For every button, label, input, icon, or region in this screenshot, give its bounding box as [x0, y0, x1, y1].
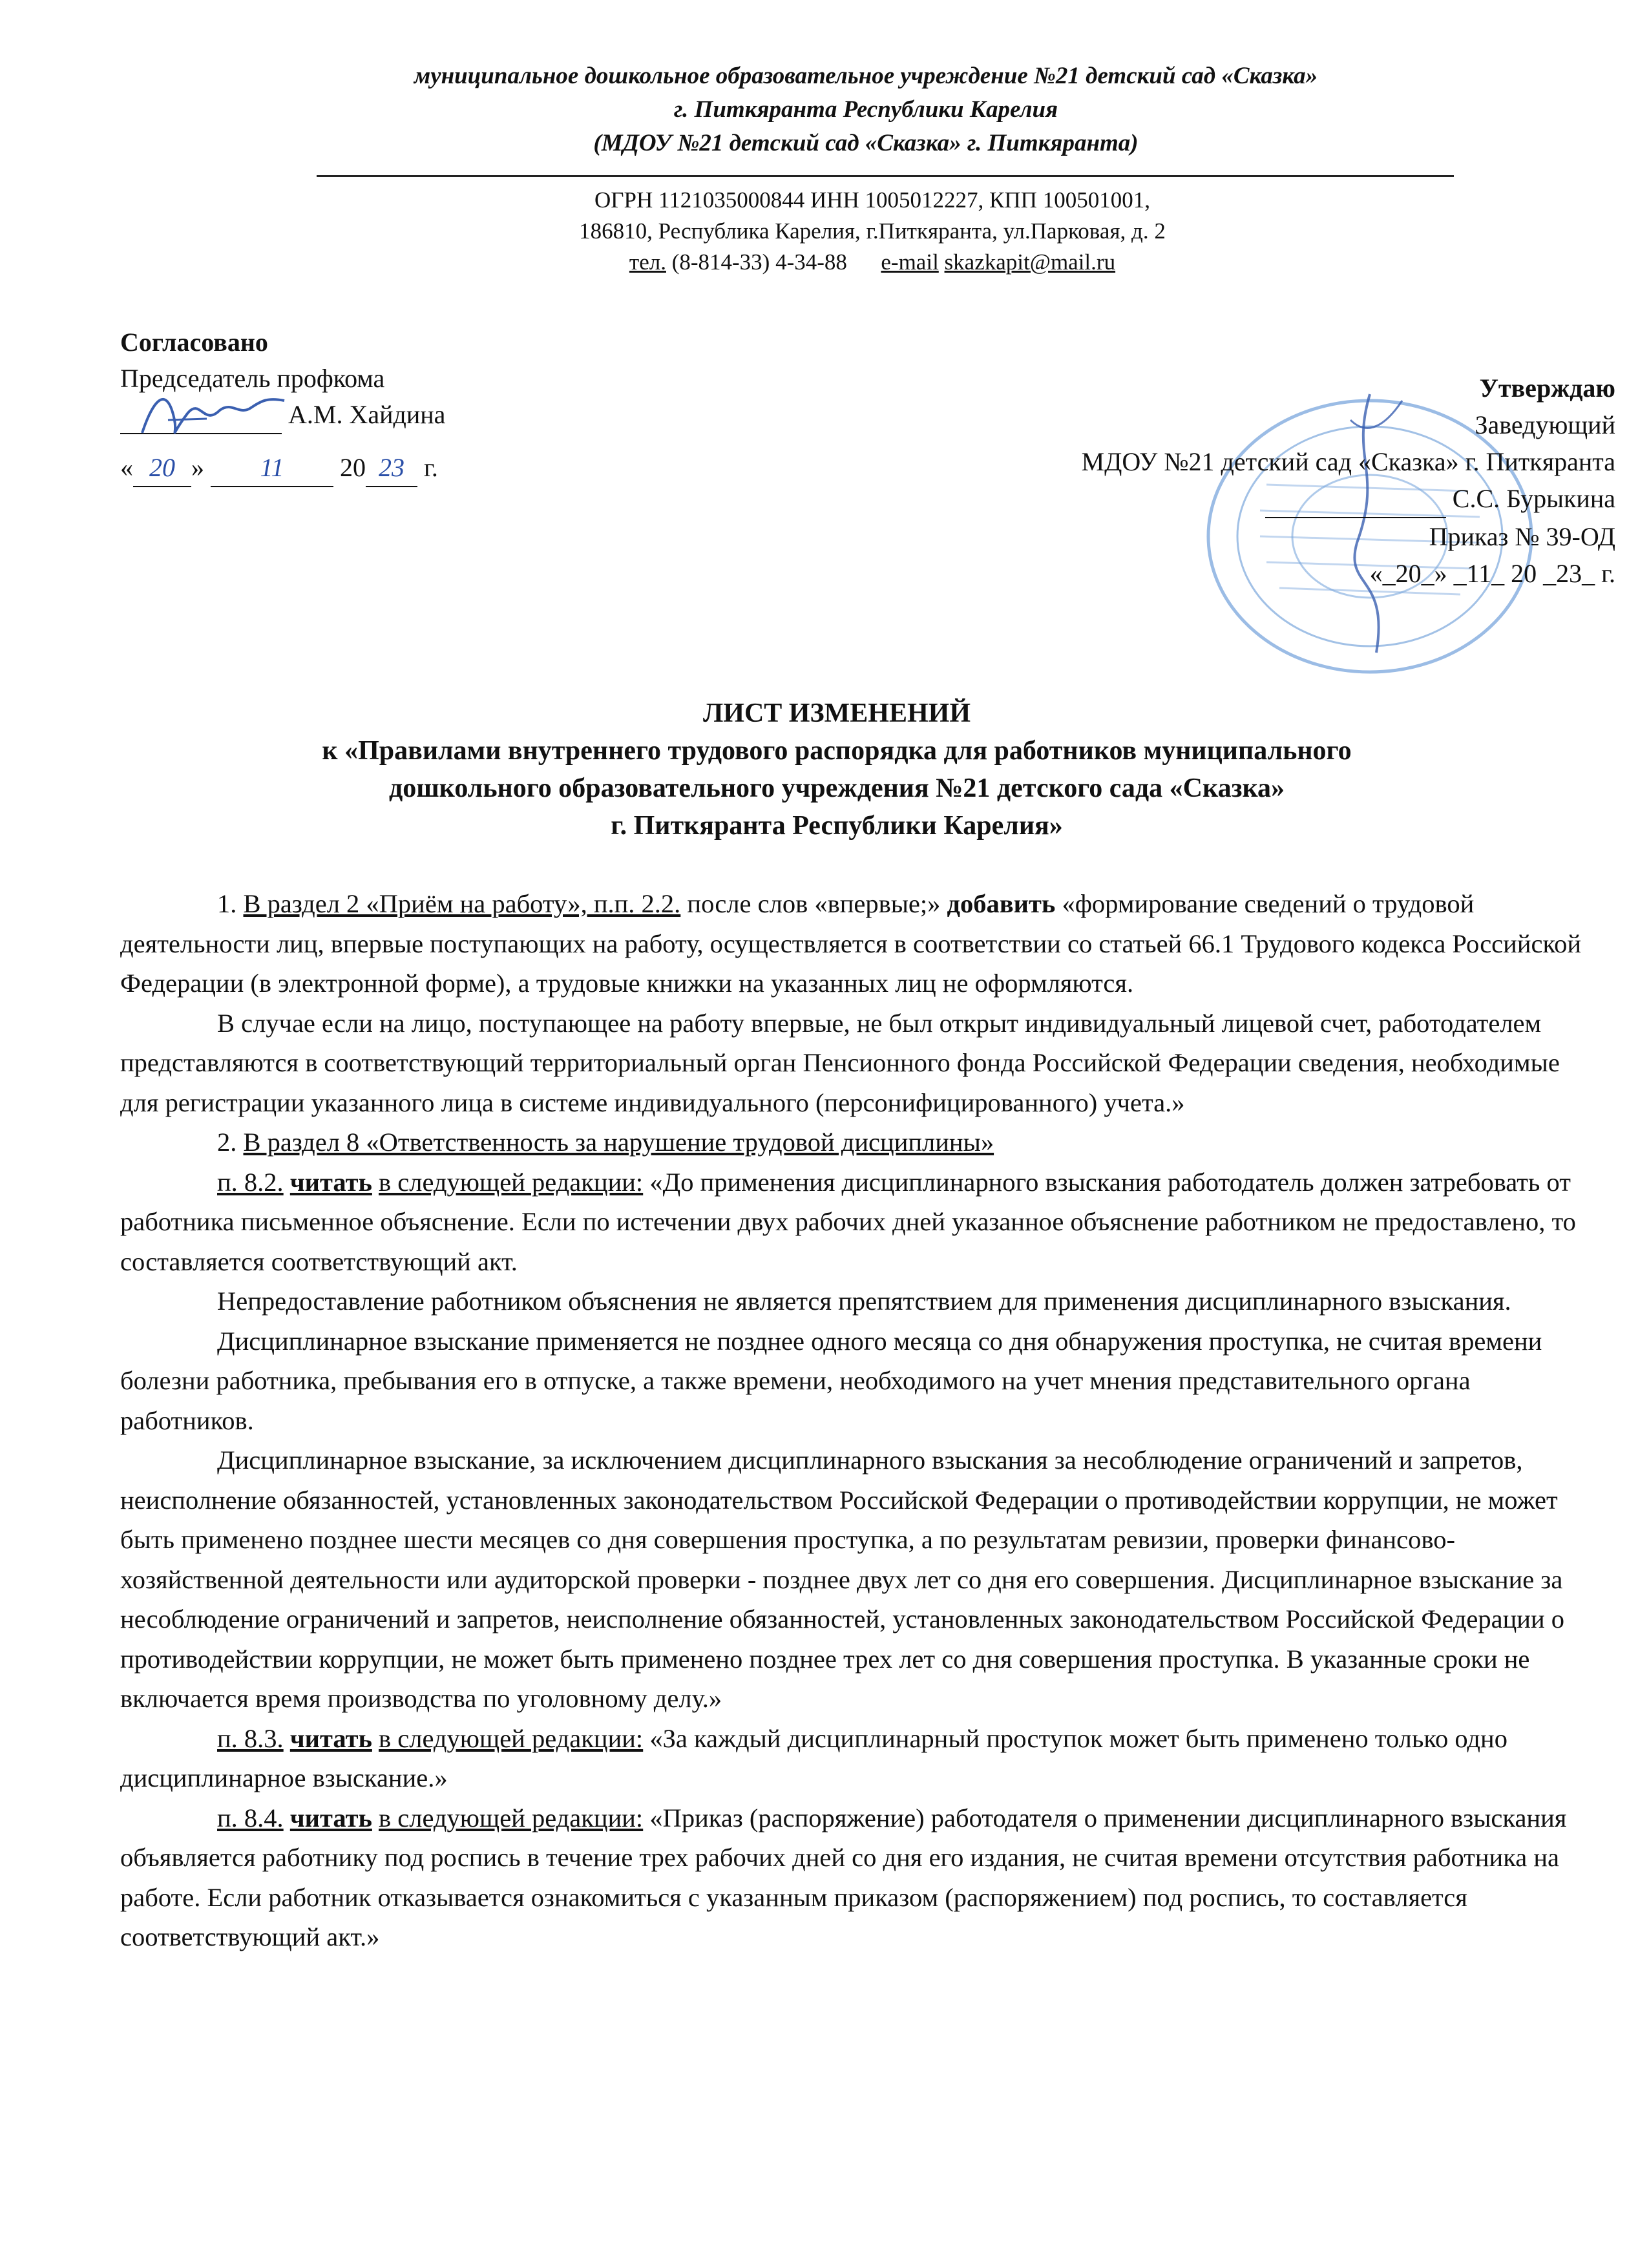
approved-block [840, 370, 1615, 592]
agreed-name: А.М. Хайдина [288, 400, 446, 429]
paragraph-8-4: п. 8.4. читать в следующей редакции: «Приказ (распоряжение) работодателя о применении дисциплинарного взыскания объявляется работнику под роспись в течение трех рабочих дней со дня его издания, не считая времени отсутствия работника на работе. Если работник отказывается ознакомиться с указанным приказом (распоряжением) под роспись, то составляется соответствующий акт.» [120, 1803, 1567, 1951]
agreed-title: Согласовано [120, 328, 268, 357]
org-city: г. Питкяранта Республики Карелия [673, 96, 1058, 123]
title-line-3: дошкольного образовательного учреждения №21 детского сада «Сказка» [388, 773, 1285, 803]
title-main: ЛИСТ ИЗМЕНЕНИЙ [703, 698, 971, 728]
approved-title: Утверждаю [1479, 373, 1615, 403]
paragraph-3: 2. В раздел 8 «Ответственность за нарушение трудовой дисциплины» [217, 1128, 994, 1157]
agreed-year: 23 [366, 450, 417, 487]
paragraph-8-2: п. 8.2. читать в следующей редакции: «До применения дисциплинарного взыскания работодатель должен затребовать от работника письменное объяснение. Если по истечении двух рабочих дней указанное объяснение работником не предоставлено, то составляется соответствующий акт. [120, 1167, 1576, 1276]
agreed-signature-icon [129, 381, 297, 452]
add-keyword: добавить [947, 889, 1056, 918]
title-line-4: г. Питкяранта Республики Карелия» [611, 811, 1063, 841]
agreed-month: 11 [211, 450, 333, 487]
org-header [297, 59, 1434, 160]
agreed-date: « 20 » 11 20 23 г. [120, 450, 650, 487]
org-short-name: (МДОУ №21 детский сад «Сказка» г. Питкяранта) [593, 130, 1139, 156]
document-title [149, 695, 1525, 845]
org-requisites [304, 185, 1441, 278]
section-8-ref: В раздел 8 «Ответственность за нарушение трудовой дисциплины» [243, 1128, 994, 1157]
agreed-position: Председатель профкома [120, 364, 385, 393]
approved-date: «_20_» _11_ 20 _23_ г. [1369, 559, 1615, 588]
paragraph-8-3: п. 8.3. читать в следующей редакции: «За каждый дисциплинарный проступок может быть применено только одно дисциплинарное взыскание.» [120, 1723, 1507, 1792]
document-body [120, 884, 1600, 1957]
approved-org: МДОУ №21 детский сад «Сказка» г. Питкяранта [1081, 447, 1615, 476]
org-address: 186810, Республика Карелия, г.Питкяранта, ул.Парковая, д. 2 [579, 218, 1166, 244]
registration-numbers: ОГРН 1121035000844 ИНН 1005012227, КПП 100501001, [594, 187, 1150, 213]
contacts [304, 247, 1441, 278]
email-link[interactable]: skazkapit@mail.ru [944, 249, 1116, 275]
paragraph-5: Непредоставление работником объяснения не является препятствием для применения дисциплинарного взыскания. [217, 1286, 1511, 1316]
paragraph-7: Дисциплинарное взыскание, за исключением дисциплинарного взыскания за несоблюдение ограничений и запретов, неисполнение обязанностей, установленных законодательством Российской Федерации о противодействии коррупции, не может быть применено позднее шести месяцев со дня совершения проступка, а по результатам ревизии, проверки финансово-хозяйственной деятельности или аудиторской проверки - позднее двух лет со дня его совершения. Дисциплинарное взыскание за несоблюдение ограничений и запретов, неисполнение обязанностей, установленных законодательством Российской Федерации о противодействии коррупции, не может быть применено позднее трех лет со дня совершения проступка. В указанные сроки не включается время производства по уголовному делу.» [120, 1445, 1565, 1713]
phone-label: тел. [629, 249, 666, 275]
approved-name: С.С. Бурыкина [1452, 484, 1615, 513]
org-name: муниципальное дошкольное образовательное учреждение №21 детский сад «Сказка» [414, 63, 1318, 89]
phone: (8-814-33) 4-34-88 [671, 249, 847, 275]
paragraph-2: В случае если на лицо, поступающее на работу впервые, не был открыт индивидуальный лицевой счет, работодателем представляются в соответствующий территориальный орган Пенсионного фонда Российской Федерации сведения, необходимые для регистрации указанного лица в системе индивидуального (персонифицированного) учета.» [120, 1008, 1560, 1117]
approved-signature-line [840, 480, 1615, 518]
agreed-day: 20 [133, 450, 191, 487]
header-divider [317, 175, 1454, 177]
approved-order: Приказ № 39-ОД [1429, 522, 1615, 551]
paragraph-6: Дисциплинарное взыскание применяется не позднее одного месяца со дня обнаружения проступка, не считая времени болезни работника, пребывания его в отпуске, а также времени, необходимого на учет мнения представительного органа работников. [120, 1326, 1542, 1435]
title-line-2: к «Правилами внутреннего трудового распорядка для работников муниципального [322, 736, 1352, 766]
section-2-ref: В раздел 2 «Приём на работу», п.п. 2.2. [243, 889, 681, 918]
approved-position: Заведующий [1475, 410, 1615, 439]
email-label: e-mail [881, 249, 939, 275]
paragraph-1: 1. В раздел 2 «Приём на работу», п.п. 2.2. после слов «впервые;» добавить «формирование сведений о трудовой деятельности лиц, впервые поступающих на работу, осуществляется в соответствии со статьей 66.1 Трудового кодекса Российской Федерации (в электронной форме), а трудовые книжки на указанных лиц не оформляются. [120, 889, 1582, 998]
